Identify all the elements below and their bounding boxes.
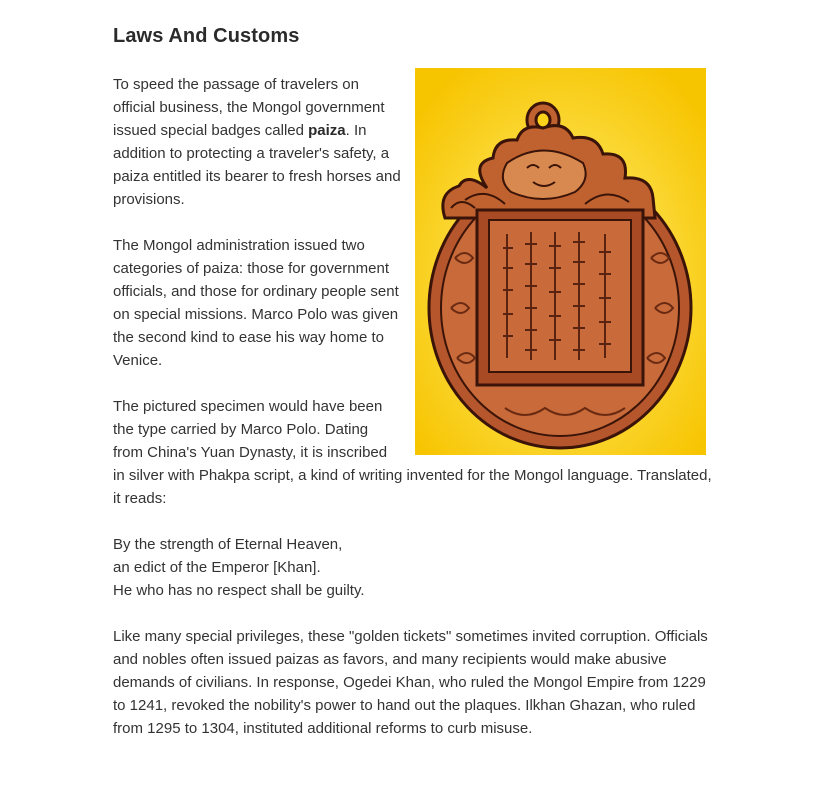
section-heading: Laws And Customs bbox=[113, 25, 300, 47]
paragraph-corruption: Like many special privileges, these "golden tickets" sometimes invited corruption. Officials and nobles often issued paizas as favors, and many recipients would make abusive demands of civilians. In response, Ogedei Khan, who ruled the Mongol Empire from 1229 to 1241, revoked the nobility's power to hand out the plaques. Ilkhan Ghazan, who ruled from 1295 to 1304, instituted additional reforms to curb misuse. bbox=[113, 628, 708, 737]
quote-line: an edict of the Emperor [Khan]. bbox=[113, 559, 321, 576]
paragraph-categories: The Mongol administration issued two categories of paiza: those for government officials, and those for ordinary people sent on special missions. Marco Polo was given the second kind to ease his way home to Venice. bbox=[113, 237, 399, 369]
paragraph-text: . In addition to protecting a traveler's safety, a paiza entitled its bearer to fresh horses and provisions. bbox=[113, 122, 401, 208]
paragraph-text: To speed the passage of travelers on official business, the Mongol government issued special badges called bbox=[113, 76, 385, 139]
inscription-quote bbox=[113, 533, 713, 602]
paiza-term: paiza bbox=[308, 122, 346, 139]
quote-line: By the strength of Eternal Heaven, bbox=[113, 536, 343, 553]
paiza-figure bbox=[415, 68, 706, 455]
paragraph-specimen: The pictured specimen would have been the type carried by Marco Polo. Dating from China's Yuan Dynasty, it is inscribed in silver with Phakpa script, a kind of writing invented for the Mongol language. Translated, it reads: bbox=[113, 398, 712, 507]
quote-line: He who has no respect shall be guilty. bbox=[113, 582, 365, 599]
paiza-badge-icon bbox=[415, 68, 706, 455]
article bbox=[113, 22, 713, 740]
